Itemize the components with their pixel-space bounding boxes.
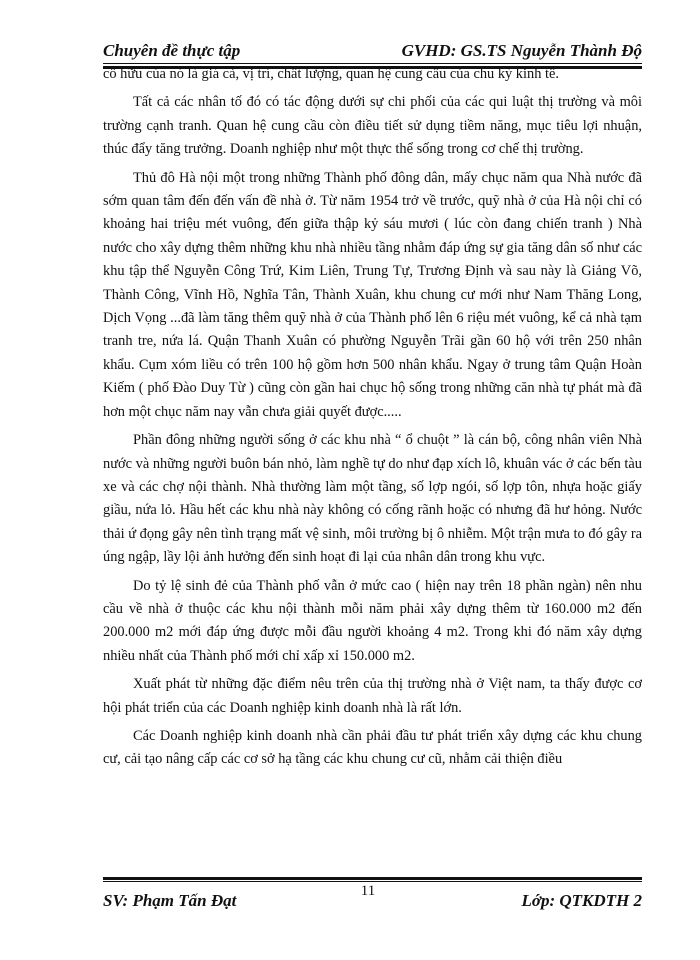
- footer-class: Lớp: QTKDTH 2: [521, 891, 642, 910]
- paragraph-3: Thủ đô Hà nội một trong những Thành phố đông dân, mấy chục năm qua Nhà nước đã sớm quan tâm đến đến vấn đề nhà ở. Từ năm 1954 trở về trước, quỹ nhà ở của Hà nội chỉ có khoảng hai triệu mét vuông, đến giữa thập kỷ sáu mươi ( lúc còn đang chiến tranh ) Nhà nước cho xây dựng thêm những khu nhà nhiều tầng nhằm đáp ứng sự gia tăng dân số như các khu tập thể Nguyễn Công Trứ, Kim Liên, Trung Tự, Trương Định và sau này là Giảng Võ, Thành Công, Vĩnh Hồ, Nghĩa Tân, Thành Xuân, khu chung cư mới như Nam Thăng Long, Dịch Vọng ...đã làm tăng thêm quỹ nhà ở của Thành phố lên 6 riệu mét vuông, kể cả nhà tạm tranh tre, nứa lá. Quận Thanh Xuân có phường Nguyễn Trãi gần 60 hộ với trên 250 nhân khẩu. Cụm xóm liều có trên 100 hộ gồm hơn 500 nhân khẩu. Ngay ở trung tâm Quận Hoàn Kiếm ( phố Đào Duy Từ ) cũng còn gần hai chục hộ sống trong những căn nhà tự phát mà đã hơn một chục năm nay vẫn chưa giải quyết được.....: [103, 169, 642, 420]
- paragraph-4: Phần đông những người sống ở các khu nhà “ ổ chuột ” là cán bộ, công nhân viên Nhà nước và những người buôn bán nhỏ, làm nghề tự do như đạp xích lô, khuân vác ở các bến tàu xe và các chợ nội thành. Nhà thường làm một tầng, số lợp ngói, số lợp tôn, nhựa hoặc giấy giầu, nứa lỏ. Hầu hết các khu nhà này không có cống rãnh hoặc có nhưng đã hư hỏng. Nước thải ứ đọng gây nên tình trạng mất vệ sinh, môi trường bị ô nhiễm. Một trận mưa to đó gây ra úng ngập, lầy lội ảnh hưởng đến sinh hoạt đi lại của nhân dân trong khu vực.: [103, 432, 642, 566]
- page-footer: [103, 877, 642, 917]
- paragraph-6: Xuất phát từ những đặc điểm nêu trên của thị trường nhà ở Việt nam, ta thấy được cơ hội phát triển của các Doanh nghiệp kinh doanh nhà là rất lớn.: [103, 676, 642, 716]
- body-text: [103, 63, 642, 875]
- paragraph-1: cố hữu của nó là giá cả, vị trí, chất lượng, quan hệ cung cầu của chu kỳ kinh tế.: [103, 66, 559, 82]
- paragraph-7: Các Doanh nghiệp kinh doanh nhà cần phải đầu tư phát triển xây dựng các khu chung cư, cải tạo nâng cấp các cơ sở hạ tầng các khu chung cư cũ, nhằm cải thiện điều: [103, 727, 642, 768]
- page-header: [103, 37, 642, 61]
- paragraph-2: Tất cả các nhân tố đó có tác động dưới sự chi phối của các qui luật thị trường và môi trường cạnh tranh. Quan hệ cung cầu còn điều tiết sử dụng tiềm năng, mục tiêu lợi nhuận, thúc đẩy tăng trưởng. Doanh nghiệp như một thực thể sống trong cơ chế thị trường.: [103, 94, 642, 158]
- footer-student: SV: Phạm Tấn Đạt: [103, 891, 237, 910]
- header-topic: Chuyên đề thực tập: [103, 41, 241, 60]
- header-supervisor: GVHD: GS.TS Nguyễn Thành Độ: [401, 41, 642, 60]
- footer-rule-thick: [103, 877, 642, 880]
- paragraph-5: Do tỷ lệ sinh đẻ của Thành phố vẫn ở mức cao ( hiện nay trên 18 phần ngàn) nên nhu cầu về nhà ở thuộc các khu nội thành mỗi năm phải xây dựng thêm từ 160.000 m2 đến 200.000 m2 mới đáp ứng được mỗi đầu người khoảng 4 m2. Trong khi đó năm xây dựng nhiều nhất của Thành phố mới chỉ xấp xỉ 150.000 m2.: [103, 577, 642, 664]
- page-number: 11: [360, 883, 376, 899]
- footer-rule-thin: [103, 881, 642, 882]
